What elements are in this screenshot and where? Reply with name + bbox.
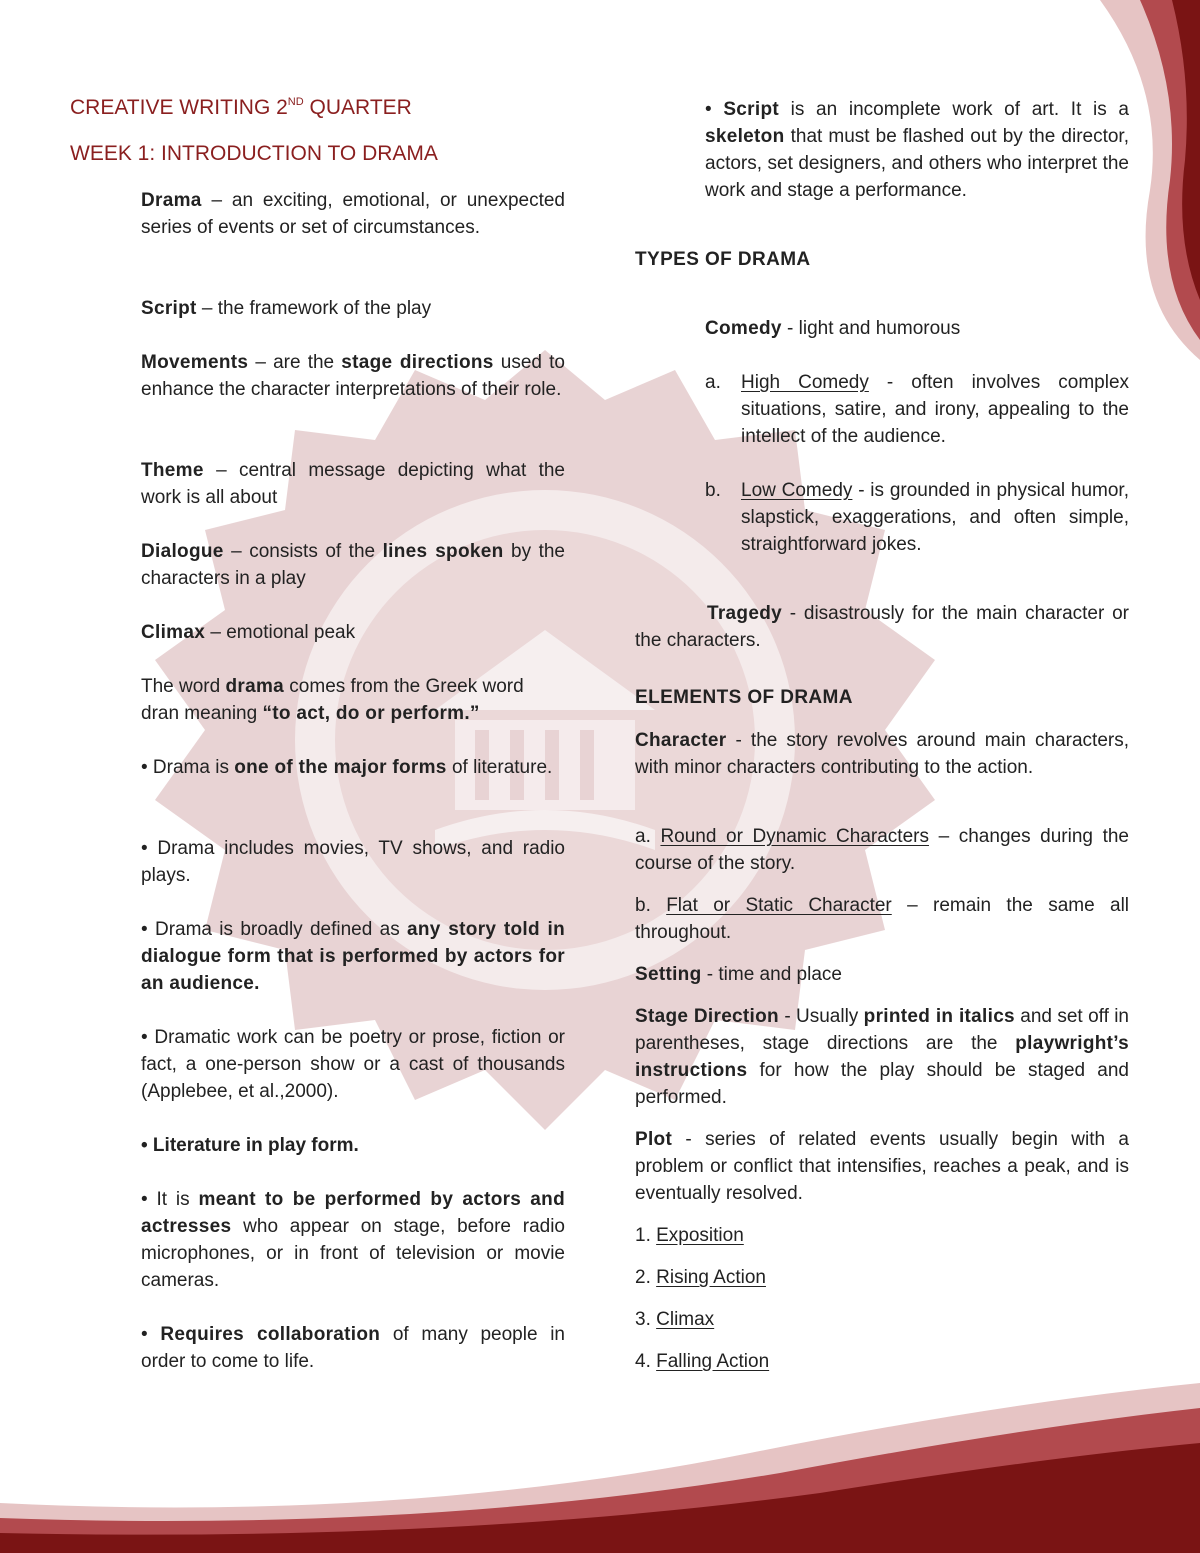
- bullet-defined: • Drama is broadly defined as any story told in dialogue form that is performed by actors for an audience.: [141, 919, 565, 994]
- bullet-dramatic-work: • Dramatic work can be poetry or prose, fiction or fact, a one-person show or a cast of thousands (Applebee, et al.,2000).: [141, 1027, 565, 1102]
- bullet-literature: • Literature in play form.: [141, 1135, 359, 1156]
- plot-list-item: 2. Rising Action: [635, 1267, 766, 1288]
- round-character-item: a. Round or Dynamic Characters – changes during the course of the story.: [635, 826, 1130, 874]
- bullet-script: • Script is an incomplete work of art. It is a skeleton that must be flashed out by the director, actors, set designers, and others who interpret the work and stage a performance.: [705, 99, 1129, 201]
- list-marker: b.: [705, 480, 721, 501]
- element-stage-direction: Stage Direction - Usually printed in italics and set off in parentheses, stage directions are the playwright’s instructions for how the play should be staged and performed.: [635, 1006, 1129, 1108]
- footer-wave-decoration: [0, 1383, 1200, 1553]
- word-origin: The word drama comes from the Greek word dran meaning “to act, do or perform.”: [141, 676, 524, 724]
- high-comedy-text: High Comedy - often involves complex situations, satire, and irony, appealing to the intellect of the audience.: [741, 372, 1130, 447]
- element-plot: Plot - series of related events usually begin with a problem or conflict that intensifies, reaches a peak, and is eventually resolved.: [635, 1129, 1129, 1204]
- list-marker: a.: [705, 372, 721, 393]
- low-comedy-item: [705, 477, 1129, 558]
- flat-character-item: b. Flat or Static Character – remain the same all throughout.: [635, 895, 1130, 943]
- definition-theme: Theme – central message depicting what the work is all about: [141, 460, 565, 508]
- types-of-drama-heading: TYPES OF DRAMA: [635, 249, 811, 270]
- definition-movements: Movements – are the stage directions used to enhance the character interpretations of their role.: [141, 352, 565, 400]
- plot-list-item: 3. Climax: [635, 1309, 715, 1330]
- bullet-collaboration: • Requires collaboration of many people in order to come to life.: [141, 1324, 565, 1372]
- definition-drama: Drama – an exciting, emotional, or unexpected series of events or set of circumstances.: [141, 190, 565, 238]
- element-setting: Setting - time and place: [635, 964, 842, 985]
- bullet-performed: • It is meant to be performed by actors and actresses who appear on stage, before radio microphones, or in front of television or movie cameras.: [141, 1189, 565, 1291]
- element-character: Character - the story revolves around main characters, with minor characters contributing to the action.: [635, 730, 1129, 778]
- definition-climax: Climax – emotional peak: [141, 622, 356, 643]
- right-column: [635, 96, 1129, 1375]
- week-title: WEEK 1: INTRODUCTION TO DRAMA: [70, 142, 438, 165]
- definition-dialogue: Dialogue – consists of the lines spoken by the characters in a play: [141, 541, 565, 589]
- bullet-includes: • Drama includes movies, TV shows, and radio plays.: [141, 838, 565, 886]
- low-comedy-text: Low Comedy - is grounded in physical humor, slapstick, exaggerations, and often simple, straightforward jokes.: [741, 480, 1129, 555]
- elements-of-drama-heading: ELEMENTS OF DRAMA: [635, 687, 853, 708]
- bullet-major-forms: • Drama is one of the major forms of literature.: [141, 757, 553, 778]
- left-column: [141, 187, 565, 1375]
- high-comedy-item: [705, 369, 1129, 450]
- comedy-definition: Comedy - light and humorous: [705, 318, 961, 339]
- plot-list-item: 1. Exposition: [635, 1225, 744, 1246]
- plot-list-item: 4. Falling Action: [635, 1351, 770, 1372]
- page-title: CREATIVE WRITING 2ND QUARTER: [70, 96, 412, 119]
- definition-script: Script – the framework of the play: [141, 298, 432, 319]
- tragedy-definition: Tragedy - disastrously for the main character or the characters.: [635, 603, 1129, 651]
